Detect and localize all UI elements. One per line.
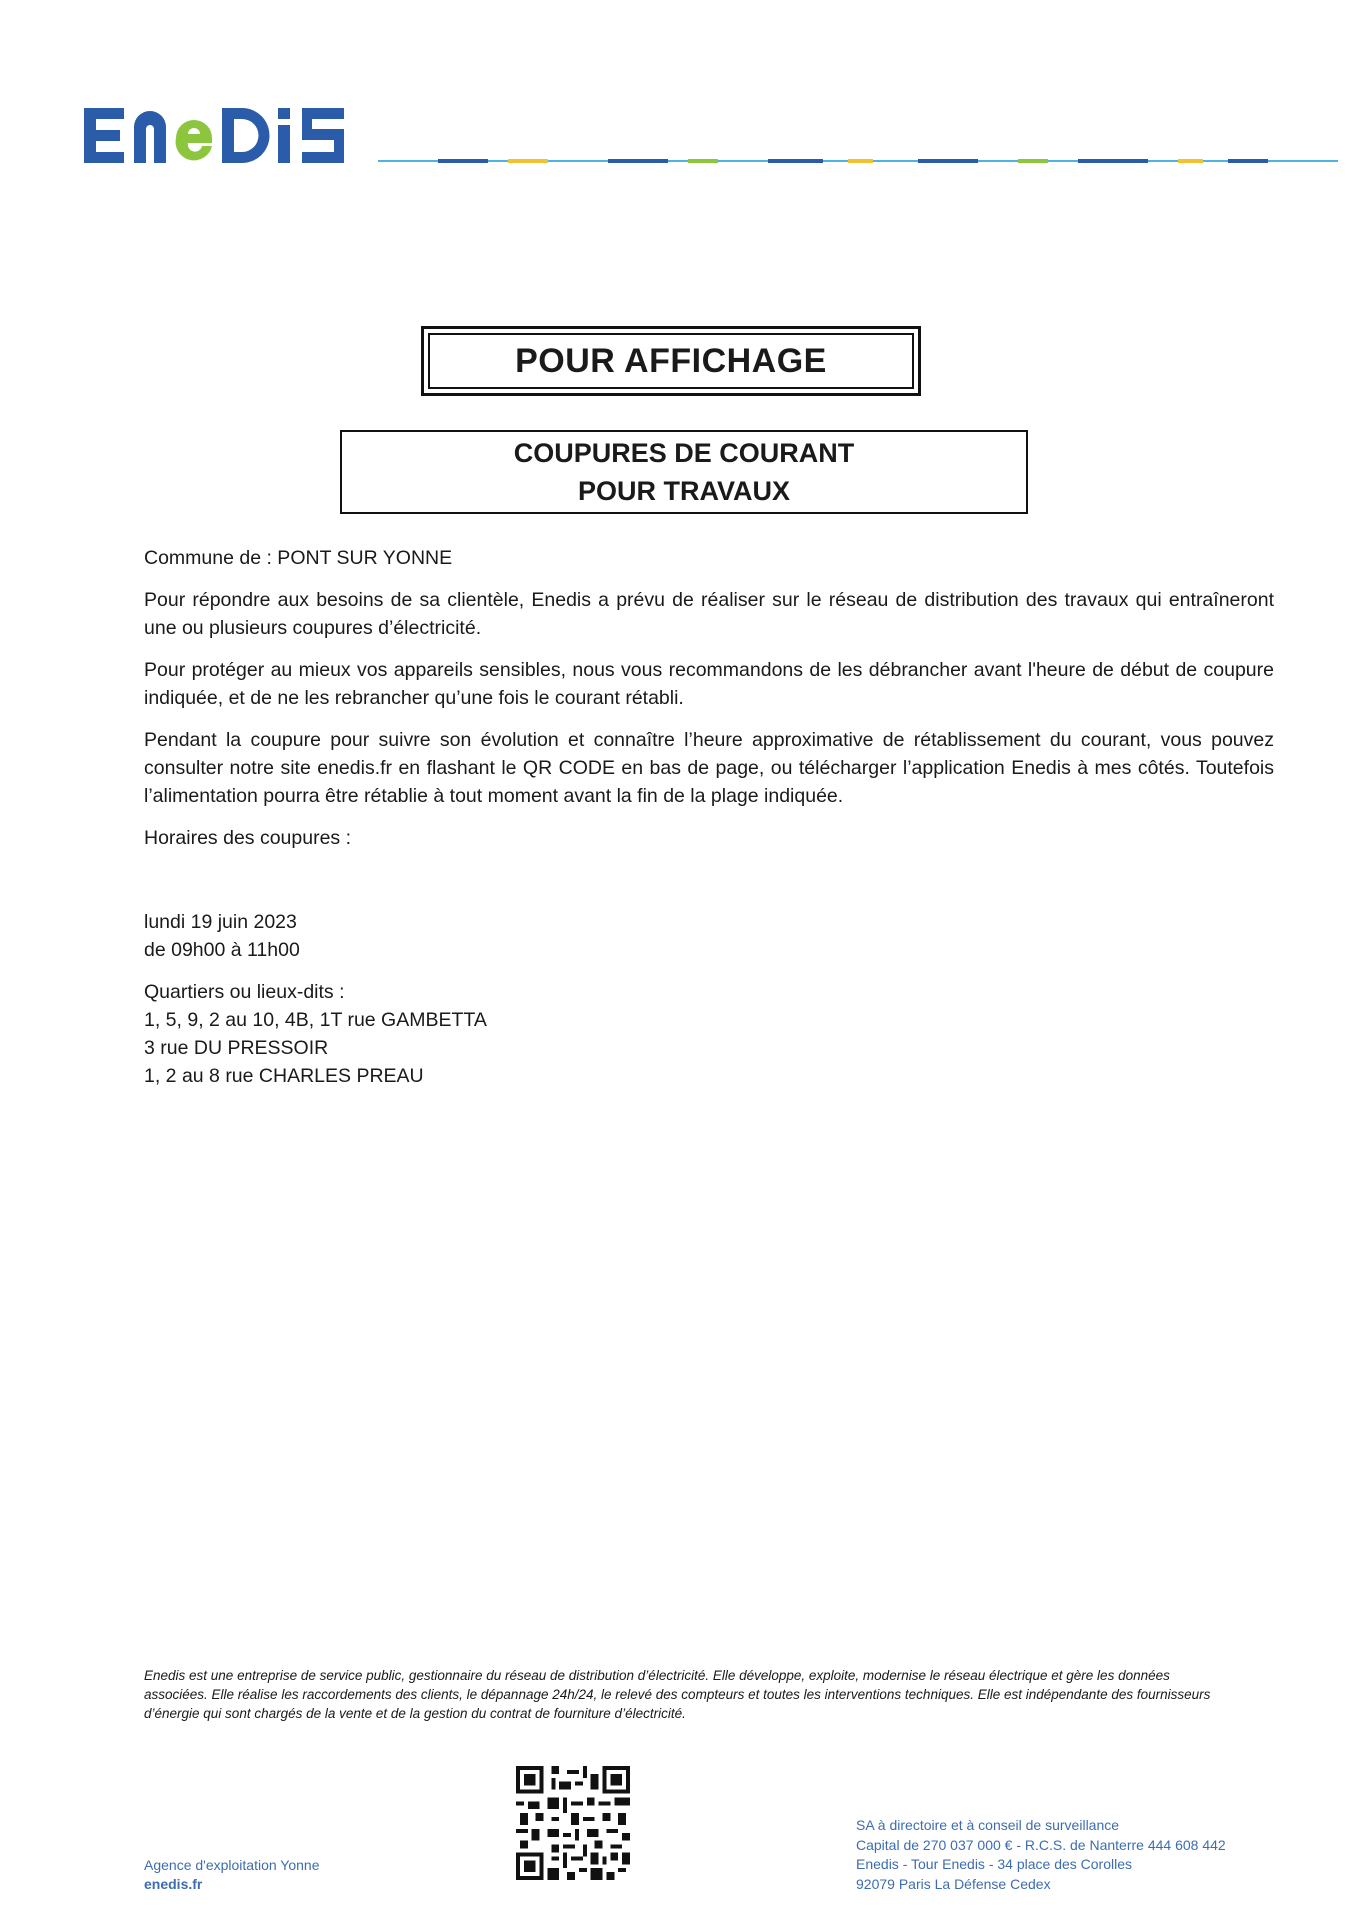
paragraph-advice: Pour protéger au mieux vos appareils sensibles, nous vous recommandons de les débrancher avant l'heure de début de coupure indiquée, et de ne les rebrancher qu’une fois le courant rétabli. xyxy=(144,659,1274,709)
agency-site-link[interactable]: enedis.fr xyxy=(144,1876,203,1892)
title-box xyxy=(421,326,921,396)
paragraph-intro: Pour répondre aux besoins de sa clientèle, Enedis a prévu de réaliser sur le réseau de distribution des travaux qui entraîneront une ou plusieurs coupures d’électricité. xyxy=(144,589,1274,639)
legal-line: 92079 Paris La Défense Cedex xyxy=(856,1875,1051,1892)
page-title: POUR AFFICHAGE xyxy=(428,333,914,389)
header-rule xyxy=(378,158,1338,164)
outage-time: de 09h00 à 11h00 xyxy=(144,939,300,961)
place-item: 1, 2 au 8 rue CHARLES PREAU xyxy=(144,1065,424,1087)
subtitle-line-2: POUR TRAVAUX xyxy=(577,476,790,506)
paragraph-tracking: Pendant la coupure pour suivre son évolution et connaître l’heure approximative de rétablissement du courant, vous pouvez consulter notre site enedis.fr en flashant le QR CODE en bas de page, ou télécharger l’application Enedis à mes côtés. Toutefois l’alimentation pourra être rétablie à tout moment avant la fin de la plage indiquée. xyxy=(144,729,1274,807)
legal-line: Capital de 270 037 000 € - R.C.S. de Nanterre 444 608 442 xyxy=(856,1836,1226,1853)
places-label: Quartiers ou lieux-dits : xyxy=(144,981,345,1003)
commune: Commune de : PONT SUR YONNE xyxy=(144,547,453,569)
schedule-label: Horaires des coupures : xyxy=(144,827,352,849)
subtitle-box xyxy=(340,430,1028,514)
qr-code-icon[interactable] xyxy=(516,1766,630,1880)
notice-body xyxy=(144,544,1274,1090)
agency-block xyxy=(144,1856,320,1894)
agency-name: Agence d'exploitation Yonne xyxy=(144,1857,320,1873)
legal-block xyxy=(856,1816,1226,1894)
legal-line: Enedis - Tour Enedis - 34 place des Corolles xyxy=(856,1856,1133,1872)
legal-line: SA à directoire et à conseil de surveillance xyxy=(856,1817,1120,1833)
place-item: 1, 5, 9, 2 au 10, 4B, 1T rue GAMBETTA xyxy=(144,1009,487,1031)
footer-note: Enedis est une entreprise de service public, gestionnaire du réseau de distribution d’électricité. Elle développe, exploite, modernise le réseau électrique et gère les données associées. Elle réalise les raccordements des clients, le dépannage 24h/24, le relevé des compteurs et toutes les interventions techniques. Elle est indépendante des fournisseurs d’énergie qui sont chargés de la vente et de la gestion du contrat de fourniture d’électricité. xyxy=(144,1668,1211,1721)
outage-date: lundi 19 juin 2023 xyxy=(144,911,297,933)
place-item: 3 rue DU PRESSOIR xyxy=(144,1037,329,1059)
enedis-logo xyxy=(80,100,370,172)
subtitle-line-1: COUPURES DE COURANT xyxy=(513,438,855,468)
